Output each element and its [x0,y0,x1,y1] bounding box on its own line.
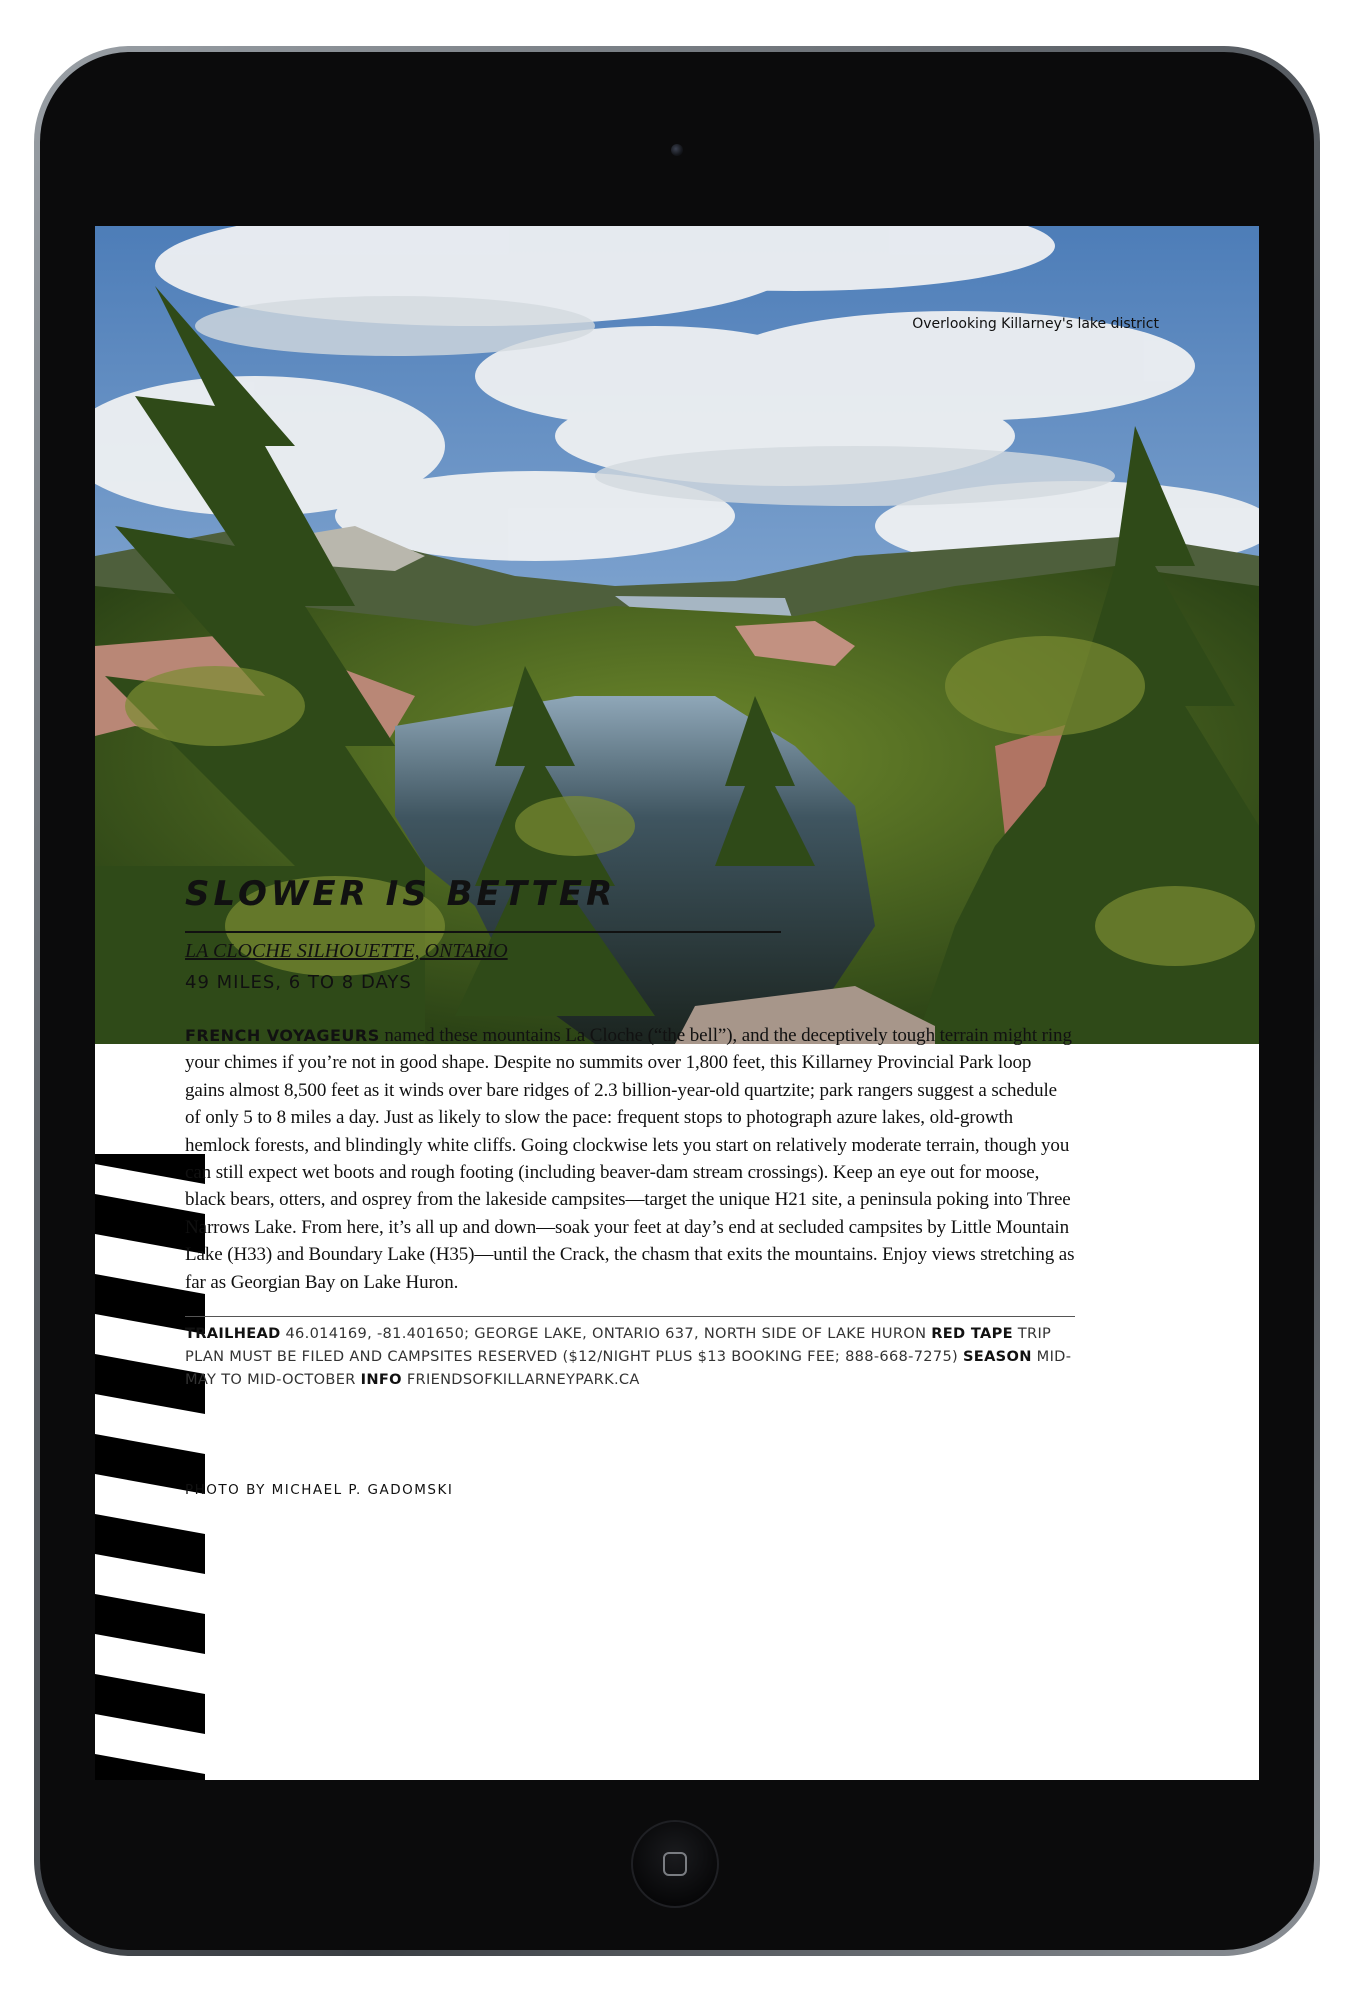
lead-in: FRENCH VOYAGEURS [185,1026,380,1045]
info-link[interactable]: FRIENDSOFKILLARNEYPARK.CA [406,1371,640,1388]
article-title: SLOWER IS BETTER [185,874,617,914]
landscape-photo [95,226,1259,1044]
trailhead-value: 46.014169, -81.401650; GEORGE LAKE, ONTARIO 637, NORTH SIDE OF LAKE HURON [285,1325,927,1342]
home-square-icon [663,1852,687,1876]
red-tape-label: RED TAPE [931,1325,1013,1342]
info-label: INFO [360,1371,402,1388]
screen [95,226,1259,1780]
photo-caption: Overlooking Killarney's lake district [912,316,1159,332]
photo-credit: PHOTO BY MICHAEL P. GADOMSKI [185,1482,454,1498]
body-copy: named these mountains La Cloche (“the bell”), and the deceptively tough terrain might ring your chimes if you’re not in good shape. Despite no summits over 1,800 feet, this Killarney Provincial Park loop gains almost 8,500 feet as it winds over bare ridges of 2.3 billion-year-old quartzite; park rangers suggest a schedule of only 5 to 8 miles a day. Just as likely to slow the pace: frequent stops to photograph azure lakes, old-growth hemlock forests, and blindingly white cliffs. Going clockwise lets you start on relatively moderate terrain, though you can still expect wet boots and rough footing (including beaver-dam stream crossings). Keep an eye out for moose, black bears, otters, and osprey from the lakeside campsites—target the unique H21 site, a peninsula poking into Three Narrows Lake. From here, it’s all up and down—soak your feet at day’s end at secluded campsites by Little Mountain Lake (H33) and Boundary Lake (H35)—until the Crack, the chasm that exits the mountains. Enjoy views stretching as far as Georgian Bay on Lake Huron. [185,1025,1075,1293]
article-subtitle: LA CLOCHE SILHOUETTE, ONTARIO [185,940,508,962]
red-tape-value: TRIP PLAN MUST BE FILED AND CAMPSITES RESERVED ($12/NIGHT PLUS $13 BOOKING FEE; 888-668-7275) [185,1325,1052,1365]
info-divider [185,1316,1075,1317]
front-camera [671,144,683,156]
home-button[interactable] [631,1820,719,1908]
season-value: MID-MAY TO MID-OCTOBER [185,1348,1072,1388]
trip-stats: 49 MILES, 6 TO 8 DAYS [185,972,412,993]
title-divider [185,931,781,933]
season-label: SEASON [963,1348,1032,1365]
trip-info [185,1322,1075,1391]
article-body [185,1022,1075,1296]
trailhead-label: TRAILHEAD [185,1325,281,1342]
